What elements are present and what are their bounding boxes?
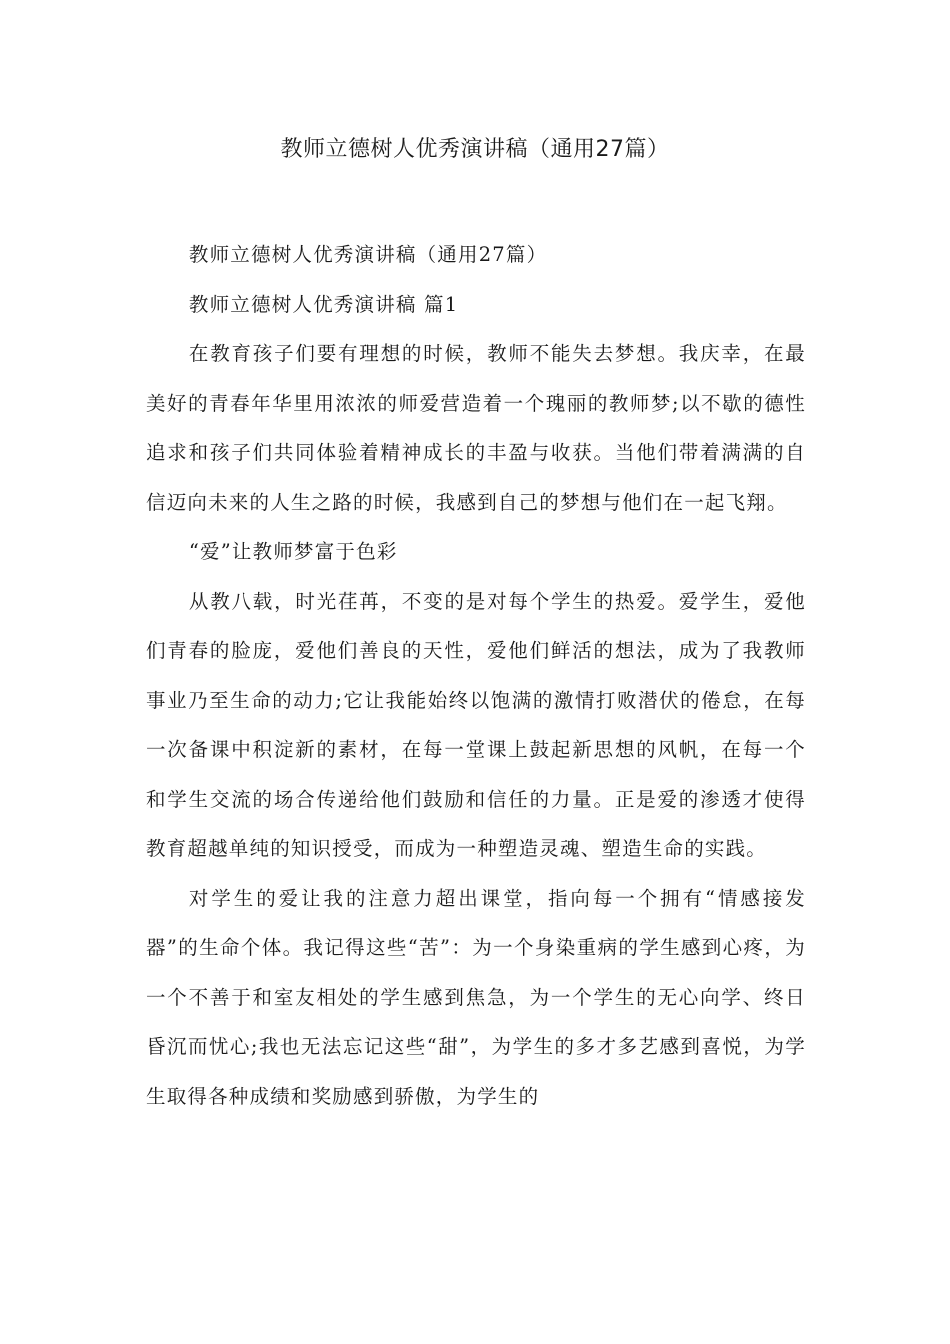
paragraph-section-heading: 教师立德树人优秀演讲稿 篇1 — [188, 292, 459, 316]
paragraph-subtitle: 教师立德树人优秀演讲稿（通用27篇） — [188, 243, 548, 266]
document-body — [146, 230, 806, 1121]
paragraph: 从教八载，时光荏苒，不变的是对每个学生的热爱。爱学生，爱他们青春的脸庞，爱他们善良的天性，爱他们鲜活的想法，成为了我教师事业乃至生命的动力;它让我能始终以饱满的激情打败潜伏的倦怠，在每一次备课中积淀新的素材，在每一堂课上鼓起新思想的风帆，在每一个和学生交流的场合传递给他们鼓励和信任的力量。正是爱的渗透才使得教育超越单纯的知识授受，而成为一种塑造灵魂、塑造生命的实践。 — [146, 589, 806, 860]
paragraph: 在教育孩子们要有理想的时候，教师不能失去梦想。我庆幸，在最美好的青春年华里用浓浓的师爱营造着一个瑰丽的教师梦;以不歇的德性追求和孩子们共同体验着精神成长的丰盈与收获。当他们带着满满的自信迈向未来的人生之路的时候，我感到自己的梦想与他们在一起飞翔。 — [146, 342, 806, 514]
paragraph-subheading: “爱”让教师梦富于色彩 — [188, 540, 398, 563]
document-title: 教师立德树人优秀演讲稿（通用27篇） — [280, 137, 670, 162]
paragraph: 对学生的爱让我的注意力超出课堂，指向每一个拥有“情感接发器”的生命个体。我记得这些“苦”：为一个身染重病的学生感到心疼，为一个不善于和室友相处的学生感到焦急，为一个学生的无心向学、终日昏沉而忧心;我也无法忘记这些“甜”，为学生的多才多艺感到喜悦，为学生取得各种成绩和奖励感到骄傲，为学生的 — [146, 886, 806, 1108]
